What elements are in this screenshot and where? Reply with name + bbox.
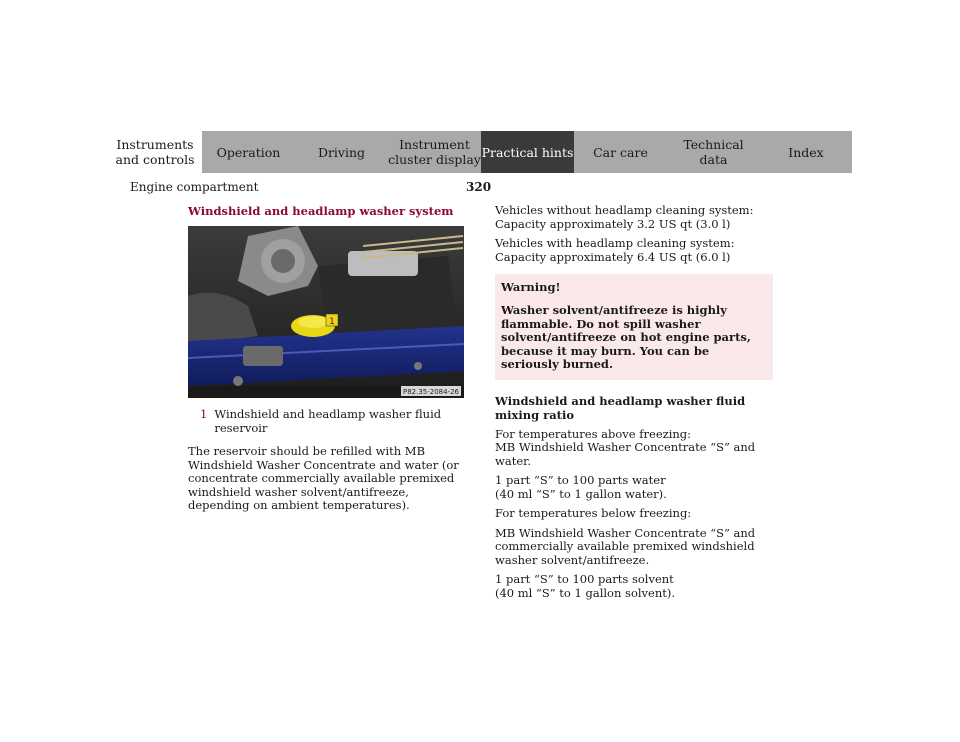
tab-driving[interactable]: Driving [295,131,388,173]
mix-text: For temperatures below freezing: [495,506,692,520]
left-column [188,204,464,519]
mix-text: MB Windshield Washer Concentrate “S” and commercially available premixed windshield washer solvent/antifreeze. [495,525,756,567]
section-header: Engine compartment [130,180,259,194]
section-title: Windshield and headlamp washer system [188,204,454,218]
right-column [495,204,773,606]
warning-box [495,274,773,380]
capacity-text: Vehicles with headlamp cleaning system: [495,236,735,250]
mixing-ratio-title: Windshield and headlamp washer fluid mixing ratio [495,393,746,422]
warning-body: Washer solvent/antifreeze is highly flammable. Do not spill washer solvent/antifreeze on hot engine parts, because it may burn. You can be seriously burned. [501,303,751,371]
mix-text: MB Windshield Washer Concentrate “S” and water. [495,440,756,468]
body-paragraph: The reservoir should be refilled with MB Windshield Washer Concentrate and water (or concentrate commercially available premixed windshield washer solvent/antifreeze, depending on ambient temperatures). [188,444,459,512]
tab-technical-data[interactable]: Technical data [667,131,760,173]
tab-practical-hints[interactable]: Practical hints [481,131,574,173]
mix-text: 1 part “S” to 100 parts water [495,473,666,487]
tab-car-care[interactable]: Car care [574,131,667,173]
warning-title: Warning! [501,280,561,294]
caption-text: Windshield and headlamp washer fluid reservoir [214,407,442,435]
capacity-text: Vehicles without headlamp cleaning system: [495,203,754,217]
mix-text: 1 part “S” to 100 parts solvent [495,572,674,586]
mix-text: For temperatures above freezing: [495,426,692,441]
engine-photo [188,226,464,398]
page-number: 320 [466,180,492,194]
tab-instruments-and-controls[interactable]: Instruments and controls [115,137,195,167]
callout-1: 1 [329,317,335,327]
image-code: P82.35-2084-26 [402,388,460,396]
tab-index[interactable]: Index [760,131,852,173]
mix-text: (40 ml “S” to 1 gallon solvent). [495,585,676,600]
tab-operation[interactable]: Operation [202,131,295,173]
mix-text: (40 ml “S” to 1 gallon water). [495,486,667,501]
capacity-text: Capacity approximately 3.2 US qt (3.0 l) [495,216,731,231]
figure-caption [200,408,464,435]
tab-instrument-cluster-display[interactable]: Instrument cluster display [388,131,481,173]
capacity-text: Capacity approximately 6.4 US qt (6.0 l) [495,249,731,264]
caption-number: 1 [200,407,208,421]
section-nav [108,131,852,173]
